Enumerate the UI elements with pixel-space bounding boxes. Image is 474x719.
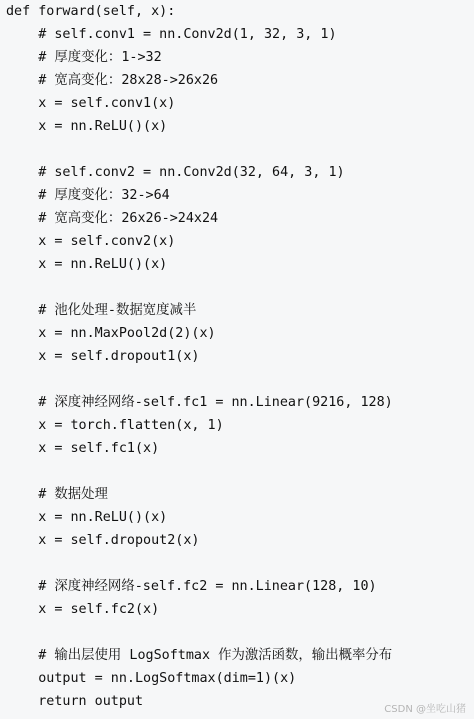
code-line-8: # self.conv2 = nn.Conv2d(32, 64, 3, 1) [6,165,345,180]
code-line-19: x = torch.flatten(x, 1) [6,418,224,433]
code-line-20: x = self.fc1(x) [6,441,160,456]
code-line-11: x = self.conv2(x) [6,234,176,249]
code-line-16: x = self.dropout1(x) [6,349,200,364]
code-line-31: return output [6,694,144,709]
code-line-30: output = nn.LogSoftmax(dim=1)(x) [6,671,297,686]
code-line-23: x = nn.ReLU()(x) [6,510,168,525]
code-line-14: # 池化处理-数据宽度减半 [6,303,197,318]
code-line-15: x = nn.MaxPool2d(2)(x) [6,326,216,341]
code-line-26: # 深度神经网络-self.fc2 = nn.Linear(128, 10) [6,579,377,594]
code-line-22: # 数据处理 [6,487,108,502]
code-line-1: def forward(self, x): [6,4,176,19]
code-line-18: # 深度神经网络-self.fc1 = nn.Linear(9216, 128) [6,395,393,410]
code-line-24: x = self.dropout2(x) [6,533,200,548]
code-line-3: # 厚度变化：1->32 [6,50,162,65]
code-line-2: # self.conv1 = nn.Conv2d(1, 32, 3, 1) [6,27,337,42]
code-line-10: # 宽高变化：26x26->24x24 [6,211,219,226]
code-line-9: # 厚度变化：32->64 [6,188,170,203]
code-line-29: # 输出层使用 LogSoftmax 作为激活函数，输出概率分布 [6,648,393,663]
code-line-6: x = nn.ReLU()(x) [6,119,168,134]
code-line-27: x = self.fc2(x) [6,602,160,617]
code-line-12: x = nn.ReLU()(x) [6,257,168,272]
code-line-4: # 宽高变化：28x28->26x26 [6,73,219,88]
code-line-5: x = self.conv1(x) [6,96,176,111]
watermark: CSDN @坐吃山猪 [384,704,466,715]
